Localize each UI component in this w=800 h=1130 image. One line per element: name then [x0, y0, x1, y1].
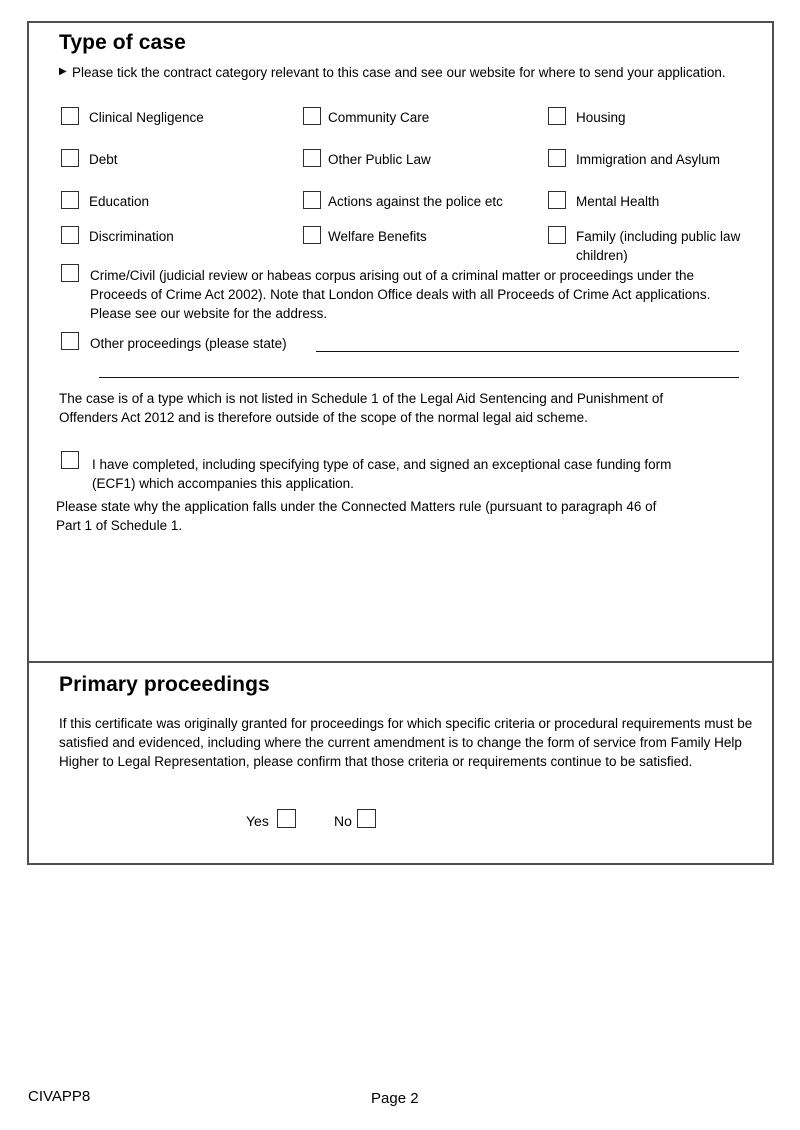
ecf-checkbox[interactable] [61, 451, 79, 469]
arrow-bullet-icon: ▶ [59, 66, 67, 77]
other-proceedings-input-line-1[interactable] [316, 351, 739, 352]
section-divider [27, 661, 774, 663]
actions-against-police-label: Actions against the police etc [328, 194, 503, 209]
discrimination-label: Discrimination [89, 229, 174, 244]
connected-matters-prompt: Please state why the application falls under the Connected Matters rule (pursuant to paragraph 46 of Part 1 of Schedule 1. [56, 499, 657, 534]
category-row [303, 191, 503, 212]
housing-checkbox[interactable] [548, 107, 566, 125]
mental-health-label: Mental Health [576, 194, 660, 209]
immigration-asylum-label: Immigration and Asylum [576, 152, 721, 167]
yes-label: Yes [246, 813, 269, 829]
community-care-label: Community Care [328, 110, 430, 125]
welfare-benefits-checkbox[interactable] [303, 226, 321, 244]
primary-proceedings-title: Primary proceedings [59, 673, 270, 696]
instruction-label: Please tick the contract category relevant to this case and see our website for where to send your application. [72, 65, 726, 80]
crime-civil-checkbox[interactable] [61, 264, 79, 282]
category-row [61, 191, 149, 212]
other-proceedings-input-line-2[interactable] [99, 377, 739, 378]
actions-against-police-checkbox[interactable] [303, 191, 321, 209]
category-row [61, 149, 118, 170]
other-public-law-checkbox[interactable] [303, 149, 321, 167]
category-row [303, 149, 431, 170]
other-proceedings-label: Other proceedings (please state) [90, 336, 287, 351]
category-row [548, 226, 748, 265]
welfare-benefits-label: Welfare Benefits [328, 229, 427, 244]
no-label: No [334, 813, 352, 829]
page-number: Page 2 [371, 1090, 419, 1107]
family-checkbox[interactable] [548, 226, 566, 244]
form-code: CIVAPP8 [28, 1088, 91, 1105]
category-row [61, 107, 204, 128]
discrimination-checkbox[interactable] [61, 226, 79, 244]
clinical-negligence-label: Clinical Negligence [89, 110, 204, 125]
debt-checkbox[interactable] [61, 149, 79, 167]
community-care-checkbox[interactable] [303, 107, 321, 125]
category-row [61, 226, 174, 247]
type-of-case-title: Type of case [59, 31, 186, 54]
other-public-law-label: Other Public Law [328, 152, 431, 167]
instruction-text [59, 63, 743, 83]
category-row [548, 107, 748, 128]
category-row [303, 226, 427, 247]
debt-label: Debt [89, 152, 118, 167]
clinical-negligence-checkbox[interactable] [61, 107, 79, 125]
crime-civil-label: Crime/Civil (judicial review or habeas corpus arising out of a criminal matter or proceedings under the Proceeds of Crime Act 2002). Note that London Office deals with all Proceeds of Crime Act applications. Please see our website for the address. [90, 268, 711, 322]
primary-proceedings-body: If this certificate was originally granted for proceedings for which specific criteria or procedural requirements must be satisfied and evidenced, including where the current amendment is to change the form of service from Family Help Higher to Legal Representation, please confirm that those criteria or requirements continue to be satisfied. [59, 716, 753, 770]
other-proceedings-checkbox[interactable] [61, 332, 79, 350]
education-checkbox[interactable] [61, 191, 79, 209]
yes-checkbox[interactable] [277, 809, 296, 828]
immigration-asylum-checkbox[interactable] [548, 149, 566, 167]
category-row [548, 191, 748, 212]
ecf-label: I have completed, including specifying type of case, and signed an exceptional case funding form (ECF1) which accompanies this application. [92, 457, 672, 492]
family-label: Family (including public law children) [576, 229, 741, 263]
out-of-scope-note: The case is of a type which is not listed in Schedule 1 of the Legal Aid Sentencing and Punishment of Offenders Act 2012 and is therefore outside of the scope of the normal legal aid scheme. [59, 391, 664, 426]
category-row [303, 107, 429, 128]
mental-health-checkbox[interactable] [548, 191, 566, 209]
housing-label: Housing [576, 110, 626, 125]
education-label: Education [89, 194, 150, 209]
no-checkbox[interactable] [357, 809, 376, 828]
category-row [548, 149, 748, 170]
